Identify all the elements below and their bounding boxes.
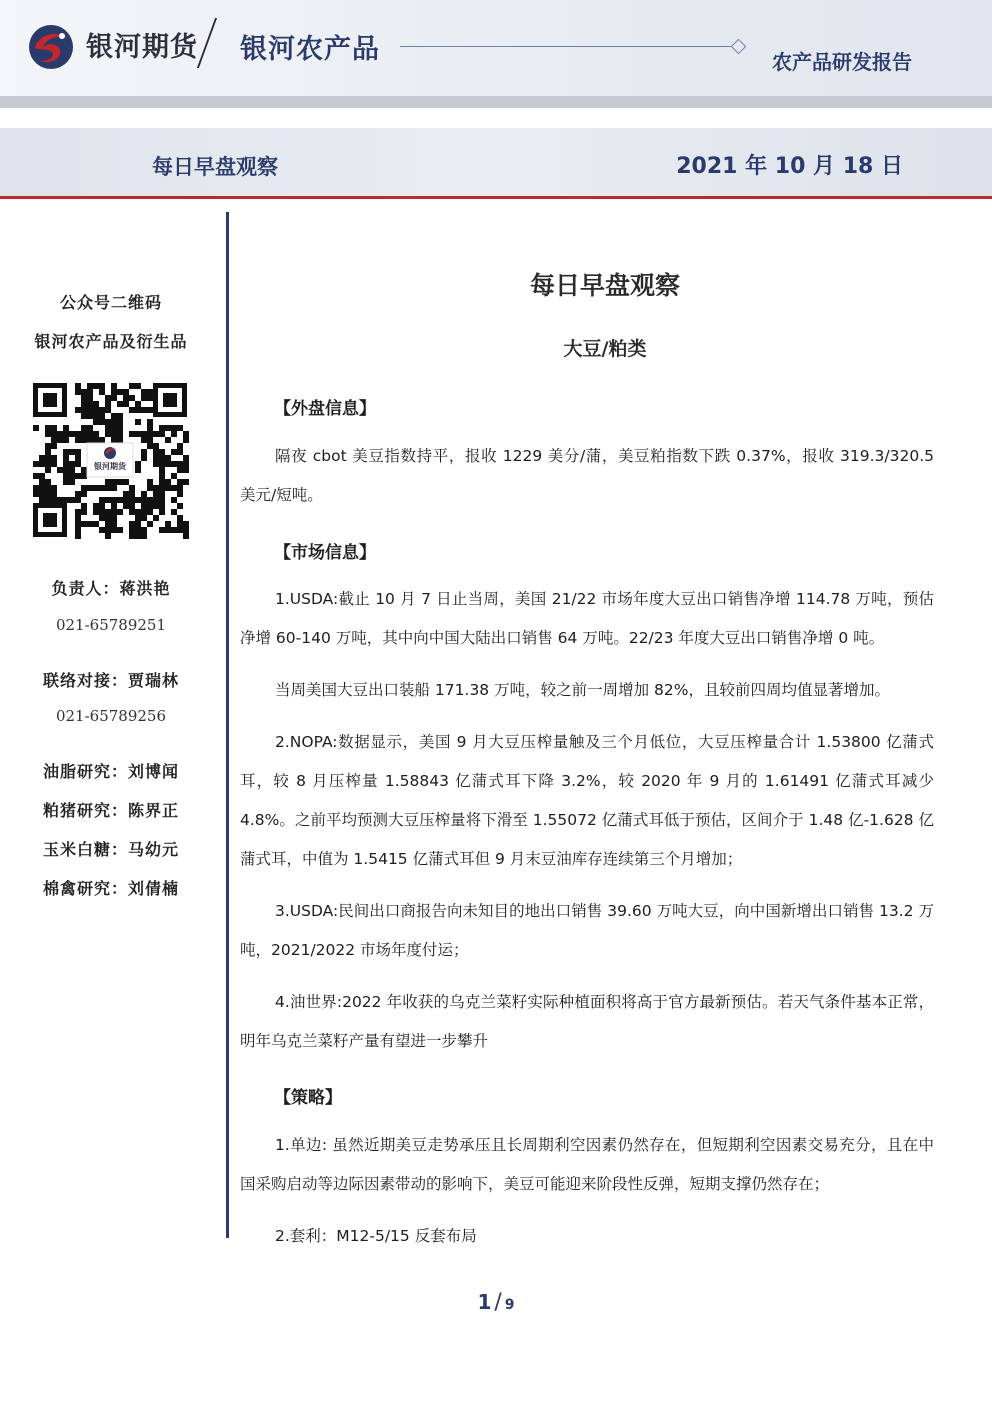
- header-rule: [400, 46, 732, 47]
- researcher-meal-hogs: 粕猪研究：陈界正: [42, 801, 179, 820]
- contact-liaison-name: 联络对接：贾瑞林: [42, 671, 179, 690]
- page-total: 9: [504, 1297, 515, 1313]
- band-title: 每日早盘观察: [152, 155, 278, 179]
- header-gray-bar: [0, 96, 992, 108]
- section-heading-overseas: 【外盘信息】: [274, 399, 376, 419]
- qr-label-1: 公众号二维码: [59, 293, 162, 312]
- report-date: 2021 年 10 月 18 日: [676, 154, 903, 179]
- paragraph-market-1: 1.USDA:截止 10 月 7 日止当周，美国 21/22 市场年度大豆出口销售净增 114.78 万吨，预估净增 60-140 万吨，其中向中国大陆出口销售 64 万吨。22/23 年度大豆出口销售净增 0 吨。: [240, 590, 934, 647]
- paragraph-market-4: 3.USDA:民间出口商报告向未知目的地出口销售 39.60 万吨大豆，向中国新增出口销售 13.2 万吨，2021/2022 市场年度付运；: [240, 902, 934, 959]
- contact-lead-phone: 021-65789251: [55, 616, 167, 634]
- main-title: 每日早盘观察: [529, 271, 680, 300]
- page-number: [0, 1290, 992, 1315]
- galaxy-logo-icon: [28, 24, 74, 70]
- top-header: [0, 0, 992, 96]
- section-heading-market: 【市场信息】: [274, 543, 376, 563]
- department-name: 银河农产品: [240, 34, 380, 65]
- diamond-icon: [731, 39, 747, 55]
- report-type: 农产品研发报告: [772, 50, 912, 74]
- qr-brand-text: 银河期货: [94, 462, 126, 471]
- paragraph-strategy-2: 2.套利：M12-5/15 反套布局: [275, 1227, 477, 1245]
- paragraph-strategy-1: 1.单边: 虽然近期美豆走势承压且长周期利空因素仍然存在，但短期利空因素交易充分，且在中国采购启动等边际因素带动的影响下，美豆可能迎来阶段性反弹，短期支撑仍然存在；: [240, 1136, 934, 1193]
- paragraph-market-5: 4.油世界:2022 年收获的乌克兰菜籽实际种植面积将高于官方最新预估。若天气条件基本正常，明年乌克兰菜籽产量有望进一步攀升: [240, 993, 934, 1050]
- sidebar-divider: [226, 212, 229, 1238]
- contact-lead-name: 负责人：蒋洪艳: [51, 579, 171, 598]
- paragraph-market-3: 2.NOPA:数据显示，美国 9 月大豆压榨量触及三个月低位，大豆压榨量合计 1.53800 亿蒲式耳，较 8 月压榨量 1.58843 亿蒲式耳下降 3.2%，较 2020 年 9 月的 1.61491 亿蒲式耳减少 4.8%。之前平均预测大豆压榨量将下滑至 1.55072 亿蒲式耳低于预估，区间介于 1.48 亿-1.628 亿蒲式耳，中值为 1.5415 亿蒲式耳但 9 月末豆油库存连续第三个月增加；: [240, 733, 934, 868]
- researcher-oils: 油脂研究：刘博闻: [42, 762, 179, 781]
- page-separator: /: [494, 1290, 502, 1315]
- sub-title: 大豆/粕类: [563, 338, 647, 360]
- section-heading-strategy: 【策略】: [274, 1088, 342, 1108]
- page-current: 1: [477, 1290, 492, 1314]
- brand-name: 银河期货: [86, 32, 198, 63]
- paragraph-overseas-1: 隔夜 cbot 美豆指数持平，报收 1229 美分/蒲，美豆粕指数下跌 0.37%，报收 319.3/320.5 美元/短吨。: [240, 447, 934, 504]
- contact-liaison-phone: 021-65789256: [55, 707, 167, 725]
- researcher-cotton-poultry: 棉禽研究：刘倩楠: [42, 879, 179, 898]
- qr-label-2: 银河农产品及衍生品: [34, 332, 188, 351]
- qr-code-icon: [31, 381, 189, 539]
- paragraph-market-2: 当周美国大豆出口装船 171.38 万吨，较之前一周增加 82%，且较前四周均值显著增加。: [275, 681, 890, 699]
- header-slash-divider: [197, 18, 217, 68]
- title-band: [0, 128, 992, 196]
- researcher-corn-sugar: 玉米白糖：马幼元: [42, 840, 179, 859]
